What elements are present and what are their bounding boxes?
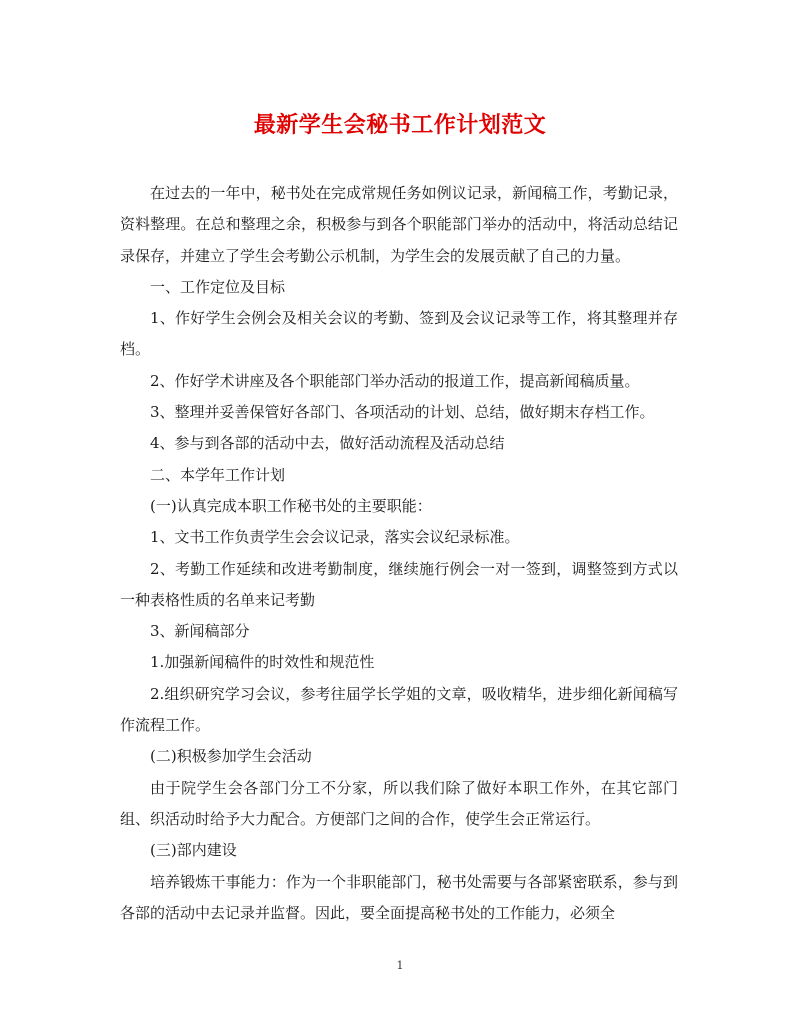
paragraph: 4、参与到各部的活动中去，做好活动流程及活动总结: [150, 434, 505, 453]
document-body: [120, 178, 678, 929]
paragraph: 培养锻炼干事能力：作为一个非职能部门，秘书处需要与各部紧密联系，参与到各部的活动中去记录并监督。因此，要全面提高秘书处的工作能力，必须全: [120, 872, 678, 922]
subsection-heading: (二)积极参加学生会活动: [150, 747, 312, 766]
paragraph: 2、考勤工作延续和改进考勤制度，继续施行例会一对一签到，调整签到方式以一种表格性质的名单来记考勤: [120, 559, 678, 609]
page-number: 1: [396, 959, 404, 972]
paragraph: 2.组织研究学习会议，参考往届学长学姐的文章，吸收精华，进步细化新闻稿写作流程工作。: [120, 684, 678, 735]
paragraph: 在过去的一年中，秘书处在完成常规任务如例议记录，新闻稿工作，考勤记录，资料整理。在总和整理之余，积极参与到各个职能部门举办的活动中，将活动总结记录保存，并建立了学生会考勤公示机制，为学生会的发展贡献了自己的力量。: [120, 184, 678, 265]
subsection-heading: (三)部内建设: [150, 841, 237, 860]
paragraph: 由于院学生会各部门分工不分家，所以我们除了做好本职工作外，在其它部门组、织活动时给予大力配合。方便部门之间的合作，使学生会正常运行。: [120, 778, 678, 828]
document-title: 最新学生会秘书工作计划范文: [253, 112, 547, 138]
subsection-heading: (一)认真完成本职工作秘书处的主要职能：: [150, 496, 432, 515]
paragraph: 1.加强新闻稿件的时效性和规范性: [150, 653, 375, 672]
paragraph: 3、整理并妥善保管好各部门、各项活动的计划、总结，做好期末存档工作。: [150, 403, 655, 422]
paragraph: 3、新闻稿部分: [150, 622, 250, 641]
section-heading: 一、工作定位及目标: [150, 277, 286, 296]
paragraph: 1、文书工作负责学生会会议记录，落实会议纪录标准。: [150, 528, 520, 547]
paragraph: 1、作好学生会例会及相关会议的考勤、签到及会议记录等工作，将其整理并存档。: [120, 309, 678, 359]
paragraph: 2、作好学术讲座及各个职能部门举办活动的报道工作，提高新闻稿质量。: [150, 371, 640, 390]
section-heading: 二、本学年工作计划: [150, 465, 286, 484]
